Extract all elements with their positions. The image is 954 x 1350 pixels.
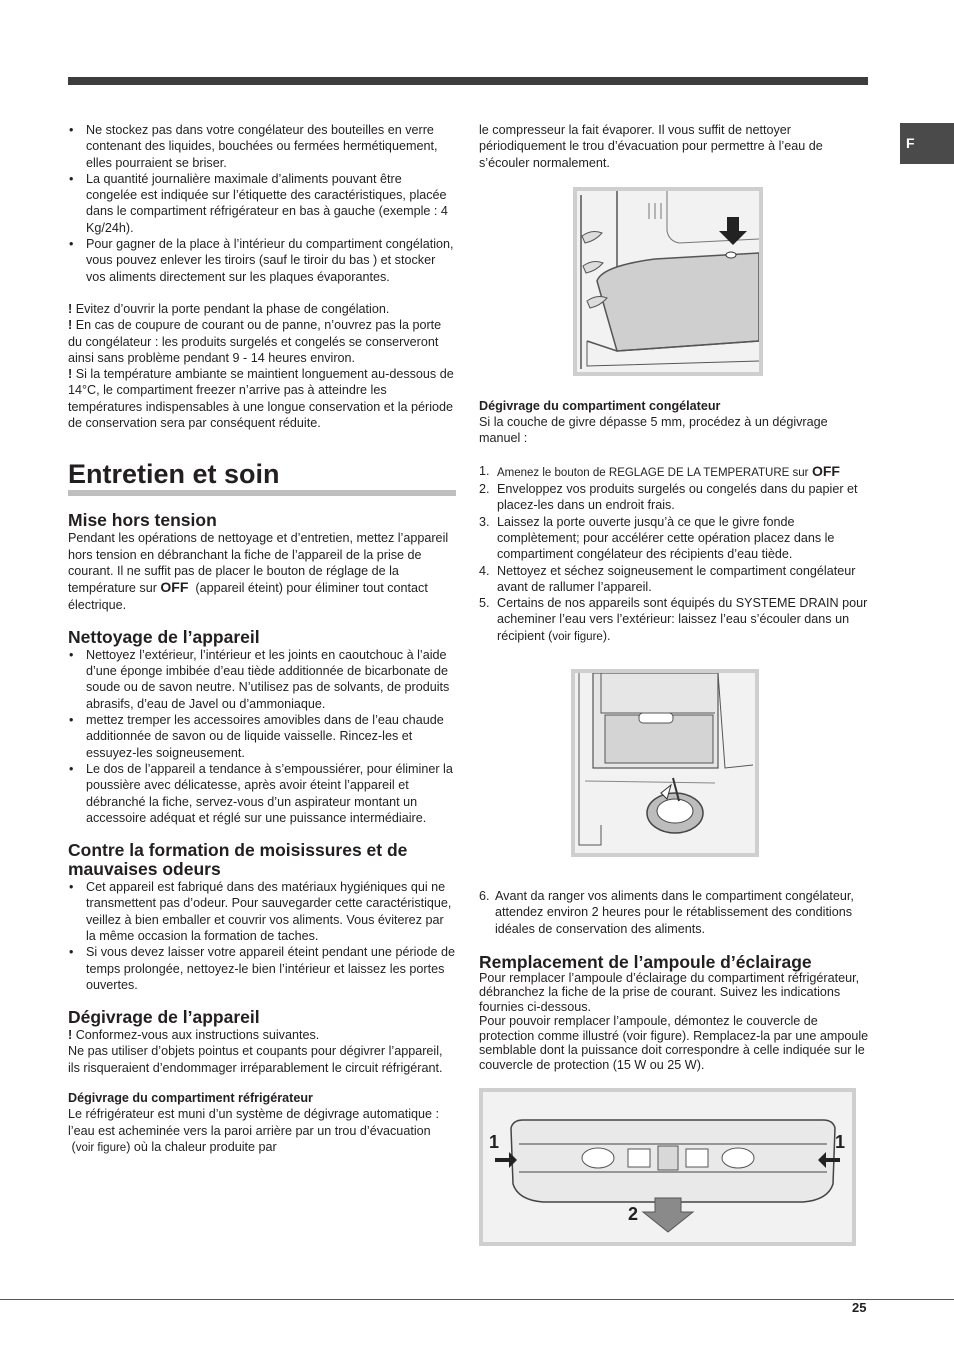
list-item: 4. Nettoyez et séchez soigneusement le compartiment congélateur avant de rallumer l’appareil. <box>479 563 856 594</box>
list-item: • Le dos de l’appareil a tendance à s’empoussiérer, pour éliminer la poussière avec délicatesse, après avoir éteint l’appareil et débranché la fiche, servez-vous d’un aspirateur montant un accessoire adéquat et réglé sur une puissance intermédiaire. <box>68 761 456 826</box>
figure-drain-system <box>571 669 759 857</box>
degivrage-warning: ! Conformez-vous aux instructions suivantes. <box>68 1028 320 1043</box>
figure-drain-hole <box>573 187 763 376</box>
warning-3: ! Si la température ambiante se maintient longuement au-dessous de 14°C, le compartiment freezer n’arrive pas à atteindre les températures indispensables à une longue conservation et la période de conservation sera par conséquent réduite. <box>68 367 454 431</box>
nettoyage-heading: Nettoyage de l’appareil <box>68 626 260 647</box>
lamp-cover-illustration <box>483 1092 852 1242</box>
list-item: • Pour gagner de la place à l’intérieur du compartiment congélation, vous pouvez enlever les tiroirs (sauf le tiroir du bas ) et stocker vos aliments directement sur les plaques évaporantes. <box>68 236 456 285</box>
drain-hole-illustration <box>577 191 759 372</box>
congelateur-subheading: Dégivrage du compartiment congélateur <box>479 398 721 413</box>
degivrage-text: Ne pas utiliser d’objets pointus et coupants pour dégivrer l’appareil, ils risqueraient d’endommager irréparablement le circuit réfrigérant. <box>68 1044 443 1075</box>
list-item: • Nettoyez l’extérieur, l’intérieur et les joints en caoutchouc à l’aide d’une éponge imbibée d’eau tiède additionnée de bicarbonate de soude ou de savon neutre. N’utilisez pas de solvants, de produits abrasifs, d’eau de Javel ou d’ammoniaque. <box>68 647 456 712</box>
warning-2: ! En cas de coupure de courant ou de panne, n’ouvrez pas la porte du congélateur : les produits surgelés et congelés se conserveront ainsi sans problème pendant 9 - 14 heures environ. <box>68 318 442 365</box>
moisissures-heading: Contre la formation de moisissures et de mauvaises odeurs <box>68 840 408 880</box>
figure-label-1-right: 1 <box>835 1132 846 1153</box>
list-item: • Ne stockez pas dans votre congélateur des bouteilles en verre contenant des liquides, bouchées ou fermées hermétiquement, elles pourraient se briser. <box>68 122 456 171</box>
list-item: 6. Avant da ranger vos aliments dans le compartiment congélateur, attendez environ 2 heures pour le rétablissement des conditions idéales de conservation des aliments. <box>479 889 854 936</box>
degivrage-heading: Dégivrage de l’appareil <box>68 1007 260 1028</box>
top-rule <box>68 77 868 85</box>
list-item: 3. Laissez la porte ouverte jusqu’à ce que le givre fonde complètement; pour accélérer cette opération placez dans le compartiment congélateur des récipients d’eau tiède. <box>479 514 835 562</box>
refrigerateur-text: Le réfrigérateur est muni d’un système de dégivrage automatique : l’eau est acheminée vers la paroi arrière par un trou d’évacuation (voir figure) où la chaleur produite par <box>68 1107 440 1154</box>
moisissures-list <box>68 879 456 993</box>
section-title: Entretien et soin <box>68 459 456 496</box>
language-tab: F <box>900 123 954 164</box>
degivrage-step-6 <box>479 888 871 937</box>
freezer-tips-list <box>68 122 456 285</box>
list-item: 2. Enveloppez vos produits surgelés ou congelés dans du papier et placez-les dans un endroit frais. <box>479 482 858 513</box>
ampoule-text-1: Pour remplacer l’ampoule d’éclairage du compartiment réfrigérateur, débranchez la fiche de la prise de courant. Suivez les indications fournies ci-dessous. <box>479 970 860 1014</box>
figure-label-2: 2 <box>628 1204 639 1225</box>
off-label: OFF <box>160 579 189 596</box>
ampoule-heading: Remplacement de l’ampoule d’éclairage <box>479 951 812 972</box>
mise-hors-tension-text: Pendant les opérations de nettoyage et d’entretien, mettez l’appareil hors tension en débranchant la fiche de l’appareil de la prise de courant. Il ne suffit pas de placer le bouton de réglage de la température sur OFF (appareil éteint) pour éliminer tout contact électrique. <box>68 531 449 612</box>
degivrage-steps <box>479 463 871 645</box>
list-item: 5. Certains de nos appareils sont équipés du SYSTEME DRAIN pour acheminer l’eau vers l’extérieur: laissez l’eau s’écouler dans un récipient (voir figure). <box>479 596 868 643</box>
footer-rule <box>0 1299 954 1300</box>
ampoule-text-2: Pour pouvoir remplacer l’ampoule, démontez le couvercle de protection comme illustré (voir figure). Remplacez-la par une ampoule semblable dont la puissance doit correspondre à celle indiquée sur le couvercle de protection (15 W ou 25 W). <box>479 1014 869 1072</box>
list-item: • La quantité journalière maximale d’aliments pouvant être congelée est indiquée sur l’étiquette des caractéristiques, placée dans le compartiment réfrigérateur en bas à gauche (exemple : 4 Kg/24h). <box>68 171 456 236</box>
warning-1: ! Evitez d’ouvrir la porte pendant la phase de congélation. <box>68 301 390 316</box>
figure-lamp-cover <box>479 1088 856 1246</box>
list-item: • Si vous devez laisser votre appareil éteint pendant une période de temps prolongée, nettoyez-le bien l’intérieur et laissez les portes ouvertes. <box>68 944 456 993</box>
nettoyage-list <box>68 647 456 826</box>
right-column <box>479 122 871 1246</box>
figure-label-1-left: 1 <box>489 1132 500 1153</box>
list-item: • Cet appareil est fabriqué dans des matériaux hygiéniques qui ne transmettent pas d’odeur. Pour sauvegarder cette caractéristique, veillez à bien emballer et couvrir vos aliments. Vous éviterez par la même occasion la formation de taches. <box>68 879 456 944</box>
continued-text: le compresseur la fait évaporer. Il vous suffit de nettoyer périodiquement le trou d’évacuation pour permettre à l’eau de s’écouler normalement. <box>479 123 823 170</box>
refrigerateur-subheading: Dégivrage du compartiment réfrigérateur <box>68 1091 313 1106</box>
congelateur-intro: Si la couche de givre dépasse 5 mm, procédez à un dégivrage manuel : <box>479 415 828 446</box>
drain-system-illustration <box>575 673 755 853</box>
list-item: 1. Amenez le bouton de REGLAGE DE LA TEMPERATURE sur OFF <box>479 462 840 479</box>
left-column <box>68 122 456 1156</box>
page-number: 25 <box>852 1300 867 1315</box>
list-item: • mettez tremper les accessoires amovibles dans de l’eau chaude additionnée de savon ou de liquide vaisselle. Rincez-les et essuyez-les soigneusement. <box>68 712 456 761</box>
mise-hors-tension-heading: Mise hors tension <box>68 510 217 531</box>
